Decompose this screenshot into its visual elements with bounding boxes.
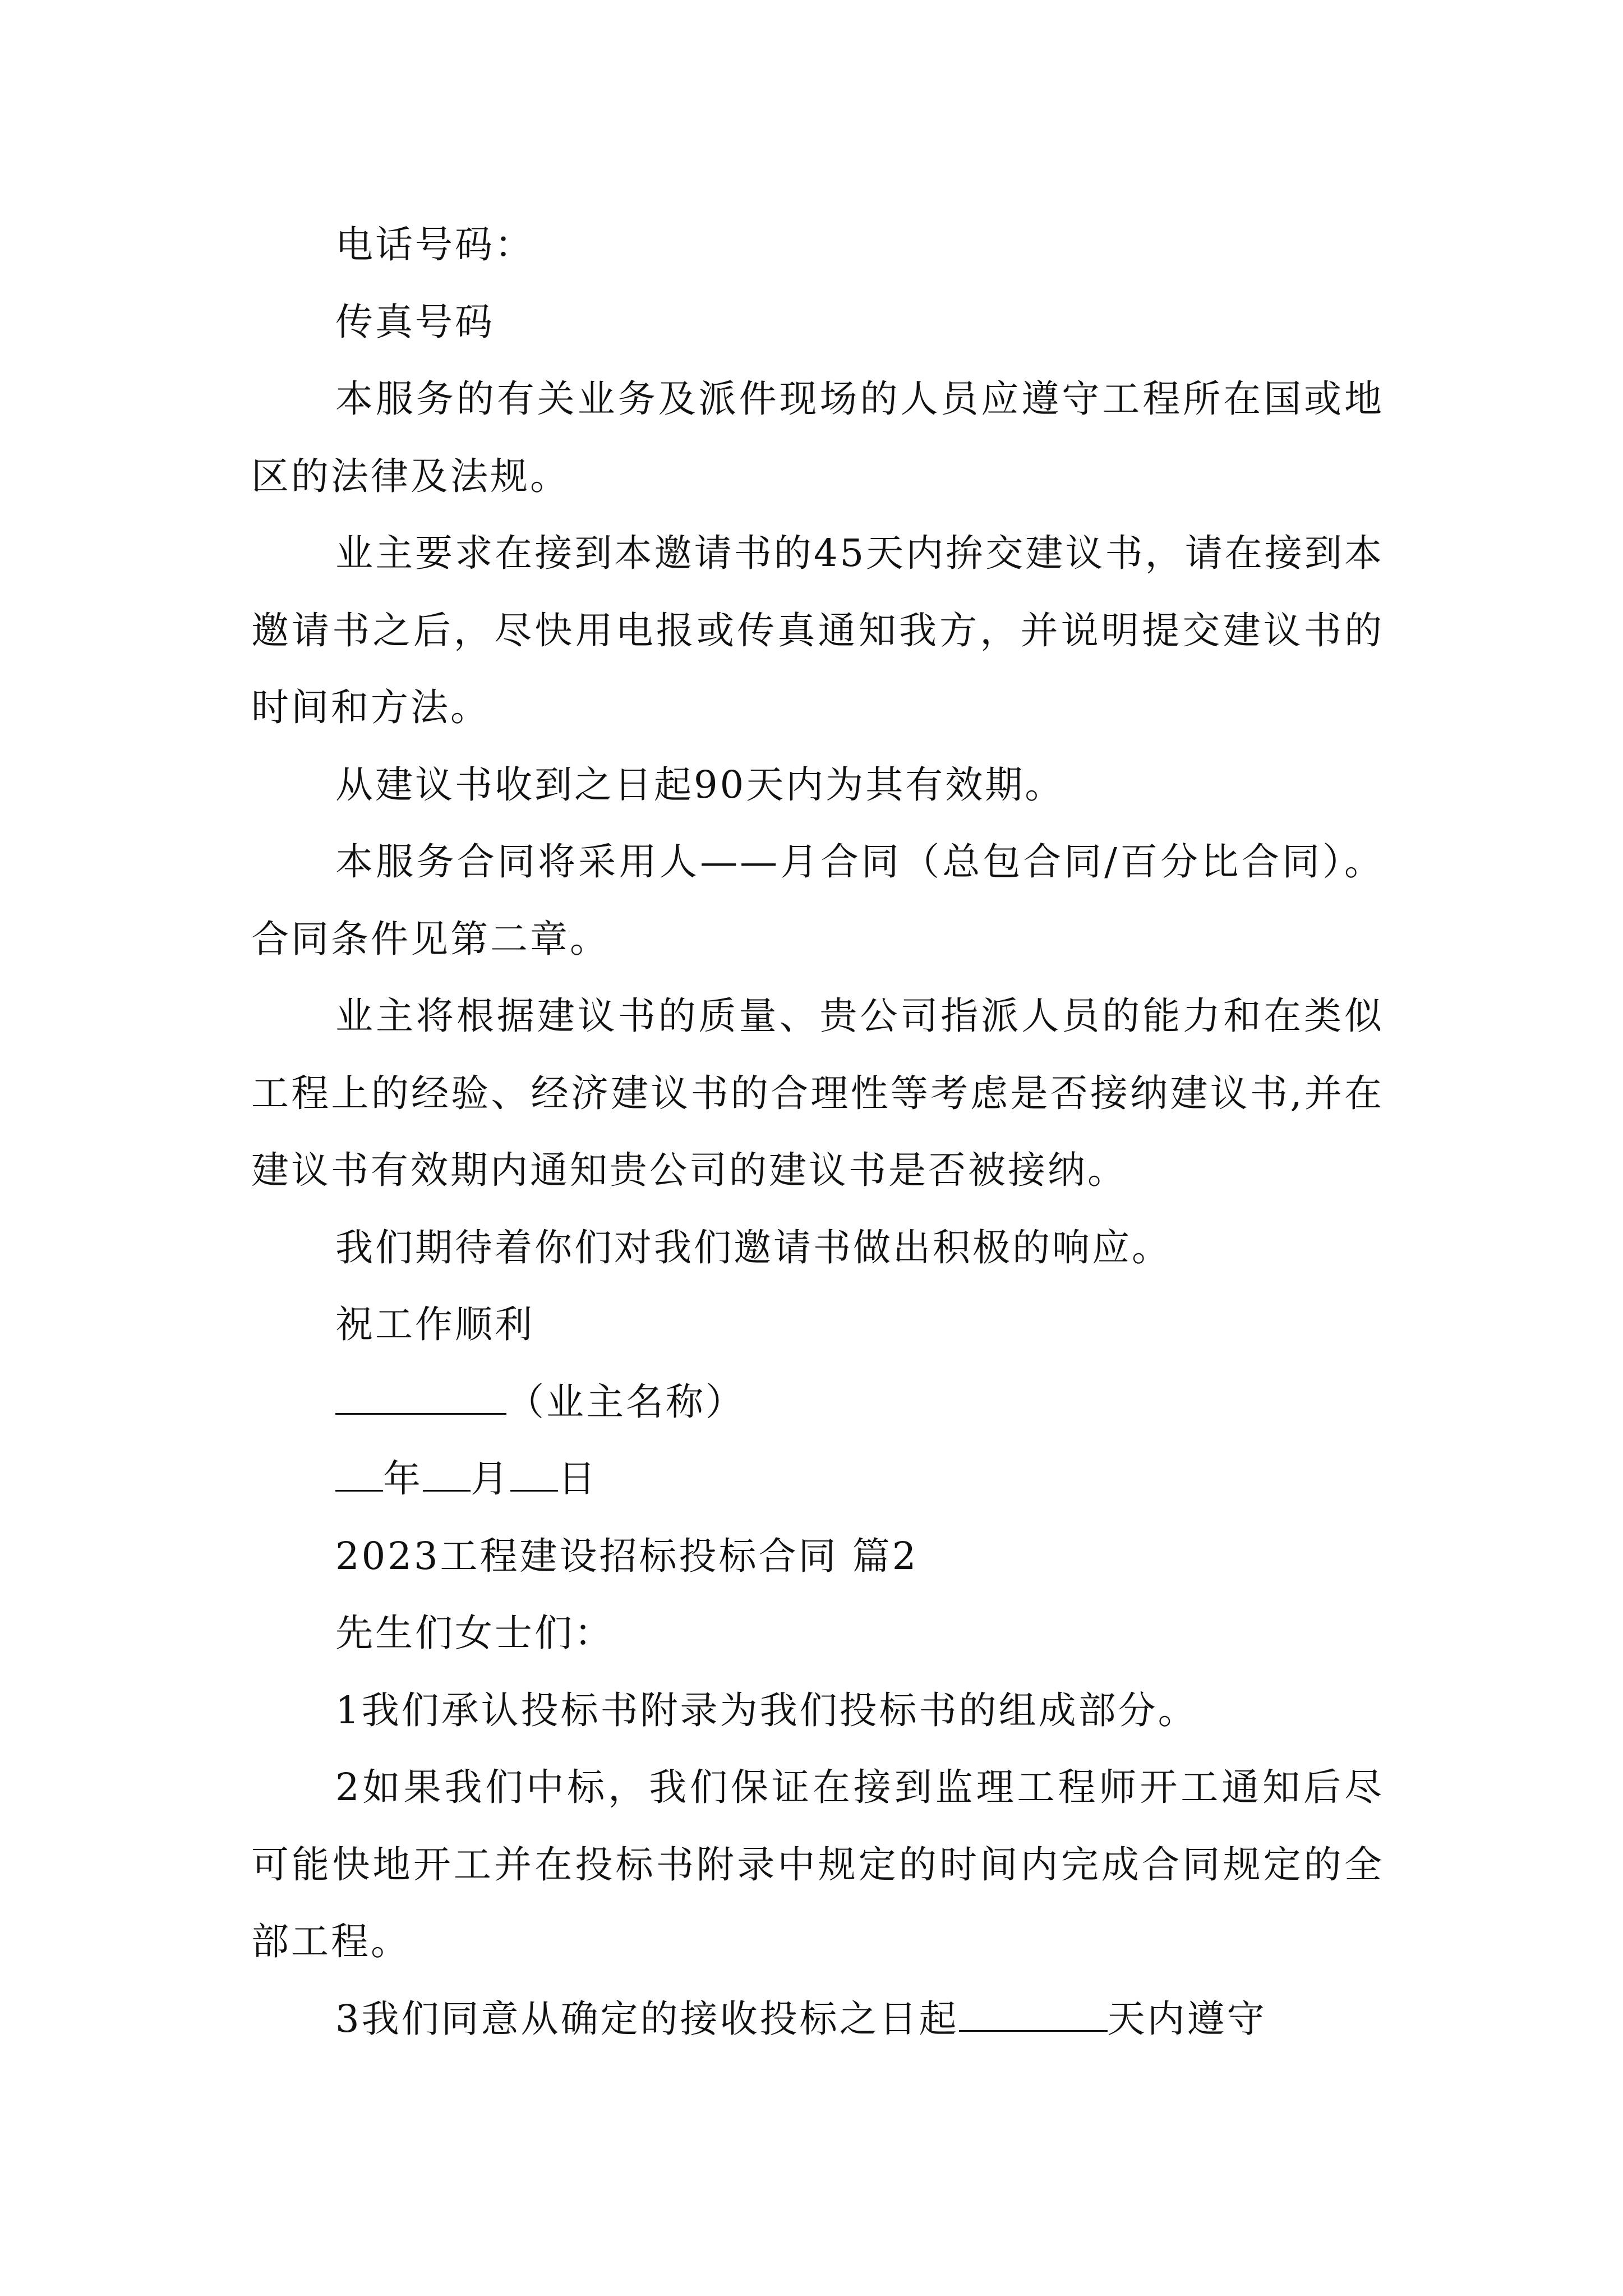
owner-signature-line [251,1364,1384,1441]
salutation: 先生们女士们： [335,1611,614,1655]
paragraph-laws: 本服务的有关业务及派件现场的人员应遵守工程所在国或地区的法律及法规。 [251,377,1384,498]
month-blank [423,1456,471,1492]
paragraph-contract: 本服务合同将采用人——月合同（总包合同/百分比合同）。合同条件见第二章。 [251,840,1384,961]
paragraph-validity: 从建议书收到之日起90天内为其有效期。 [335,762,1065,807]
item-3-prefix: 3我们同意从确定的接收投标之日起 [335,1996,959,2041]
document-body [251,206,1384,2058]
paragraph-submit: 业主要求在接到本邀请书的45天内拚交建议书，请在接到本邀请书之后，尽快用电报或传真通知我方，并说明提交建议书的时间和方法。 [251,531,1384,729]
paragraph-evaluation: 业主将根据建议书的质量、贵公司指派人员的能力和在类似工程上的经验、经济建议书的合理性等考虑是否接纳建议书,并在建议书有效期内通知贵公司的建议书是否被接纳。 [251,994,1384,1192]
item-3 [251,1981,1384,2058]
item-2: 2如果我们中标，我们保证在接到监理工程师开工通知后尽可能快地开工并在投标书附录中规定的时间内完成合同规定的全部工程。 [251,1765,1384,1963]
phone-label: 电话号码： [335,223,534,266]
days-blank [959,1996,1108,2032]
item-3-suffix: 天内遵守 [1107,1996,1267,2041]
year-label: 年 [383,1457,423,1501]
month-label: 月 [471,1457,510,1501]
fax-label: 传真号码 [335,300,495,344]
owner-name-label: （业主名称） [506,1379,745,1424]
day-label: 日 [558,1457,598,1501]
owner-name-blank [335,1379,506,1415]
paragraph-expect: 我们期待着你们对我们邀请书做出积极的响应。 [335,1225,1172,1269]
year-blank [335,1456,383,1492]
date-line [251,1441,1384,1518]
item-1: 1我们承认投标书附录为我们投标书的组成部分。 [335,1688,1198,1732]
day-blank [510,1456,558,1492]
closing-line: 祝工作顺利 [335,1303,534,1346]
section-title: 2023工程建设招标投标合同 篇2 [335,1534,919,1578]
